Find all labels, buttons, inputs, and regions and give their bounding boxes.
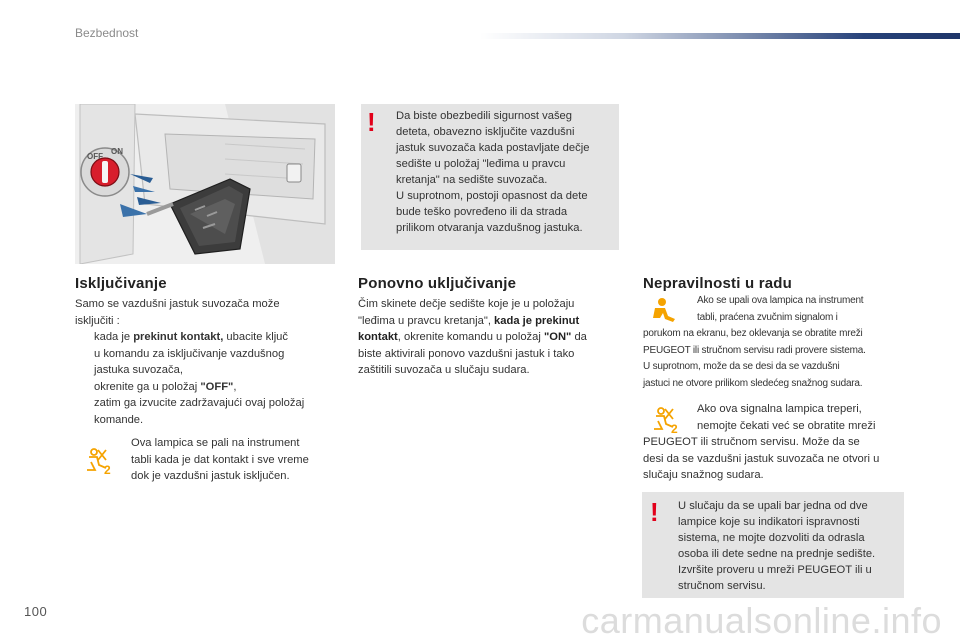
section-title: Bezbednost bbox=[75, 26, 139, 40]
deactivation-intro: Samo se vazdušni jastuk suvozača može isključiti : bbox=[75, 298, 280, 327]
reactivation-text: Čim skinete dečje sedište koje je u položaju "leđima u pravcu kretanja", kada je prekinut kontakt, okrenite komandu u položaj "ON" da biste aktivirali ponovo vazdušni jastuk i tako zaštitili suvozača u slučaju sudara. bbox=[358, 298, 587, 376]
airbag-off-lamp-text: Ova lampica se pali na instrument tabli kada je dat kontakt i sve vreme dok je vazdušni jastuk isključen. bbox=[131, 437, 309, 482]
flashing-lamp-text: PEUGEOT ili stručnom servisu. Može da se desi da se vazdušni jastuk suvozača ne otvori u slučaju snažnog sudara. bbox=[643, 436, 880, 481]
off-label: OFF bbox=[87, 152, 103, 161]
child-seat-warning-box bbox=[361, 104, 619, 250]
airbag-off-lamp-icon bbox=[84, 446, 116, 476]
malfunction-warning-text: U slučaju da se upali bar jedna od dve lampice koje su indikatori ispravnosti sistema, ne mojte dozvoliti da odrasla osoba ili dete sedne na prednje sedište. Izvršite proveru u mreži PEUGEOT ili u stručnom servisu. bbox=[678, 500, 876, 592]
reactivation-heading: Ponovno uključivanje bbox=[358, 275, 517, 292]
deactivation-steps bbox=[75, 329, 340, 428]
step-1: kada je prekinut kontakt, ubacite ključ u komandu za isključivanje vazdušnog jastuka suvozača, bbox=[94, 331, 289, 376]
child-seat-warning-text: Da biste obezbedili sigurnost vašeg deteta, obavezno isključite vazdušni jastuk suvozača kada postavljate dečje sedište u položaj "leđima u pravcu kretanja" na sedište suvozača. U suprotnom, postoji opasnost da dete bude teško povređeno ili da strada prilikom otvaranja vazdušnog jastuka. bbox=[396, 110, 590, 234]
svg-text:2: 2 bbox=[104, 463, 111, 476]
page-number: 100 bbox=[24, 604, 48, 619]
warning-exclamation-icon: ! bbox=[650, 497, 659, 527]
airbag-fault-lamp-icon bbox=[651, 296, 677, 324]
airbag-off-flashing-lamp-icon bbox=[651, 405, 683, 435]
step-3: zatim ga izvucite zadržavajući ovaj položaj komande. bbox=[94, 397, 305, 426]
airbag-switch-photo bbox=[75, 104, 335, 264]
deactivation-heading: Isključivanje bbox=[75, 275, 167, 292]
svg-text:2: 2 bbox=[671, 422, 678, 435]
on-label: ON bbox=[111, 147, 123, 156]
step-2: okrenite ga u položaj "OFF", bbox=[94, 380, 237, 393]
fault-lamp-text: porukom na ekranu, bez oklevanja se obratite mreži PEUGEOT ili stručnom servisu radi provere sistema. U suprotnom, može da se desi da se vazdušni jastuci ne otvore prilikom sledećeg snažnog sudara. bbox=[643, 328, 866, 389]
flashing-lamp-text-indented: Ako ova signalna lampica treperi, nemojte čekati već se obratite mreži bbox=[697, 403, 876, 432]
watermark: carmanualsonline.info bbox=[581, 600, 942, 641]
airbag-switch-illustration bbox=[75, 104, 335, 264]
warning-exclamation-icon: ! bbox=[367, 107, 376, 137]
header-bar bbox=[480, 33, 960, 39]
malfunction-warning-box bbox=[642, 492, 904, 598]
malfunction-heading: Nepravilnosti u radu bbox=[643, 275, 793, 292]
fault-lamp-text-indented: Ako se upali ova lampica na instrument tabli, praćena zvučnim signalom i bbox=[697, 295, 864, 323]
